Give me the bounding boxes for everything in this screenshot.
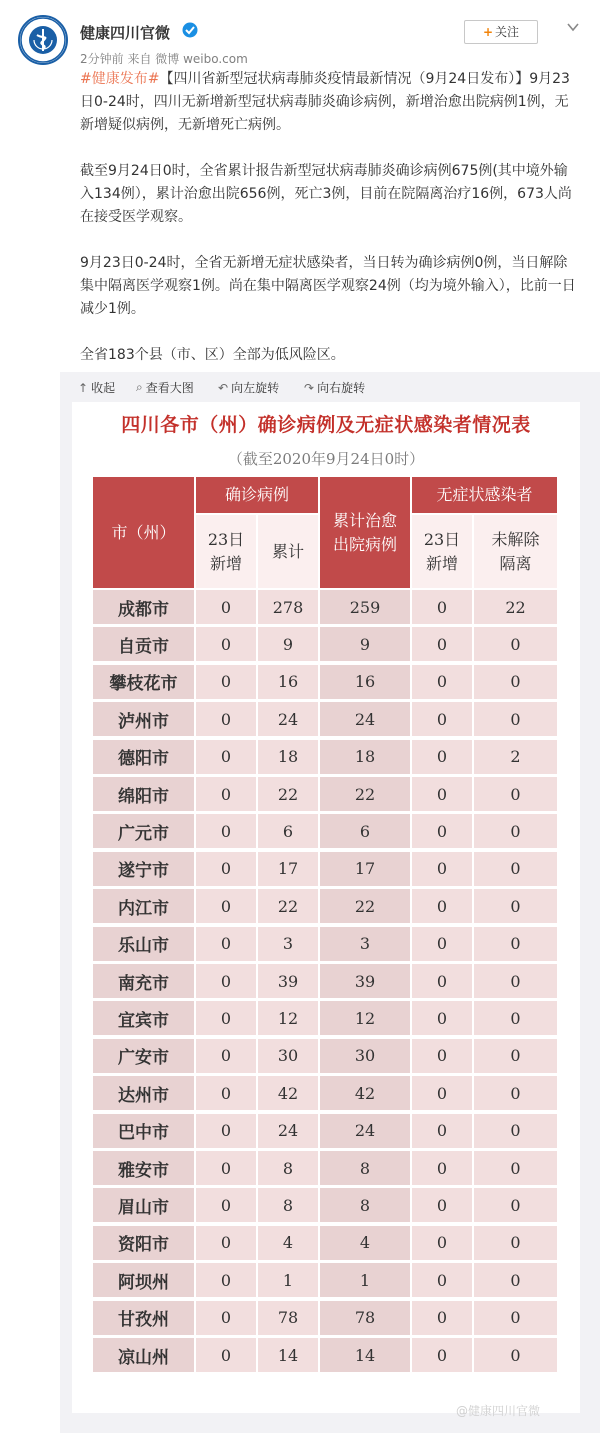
header-cured: 累计治愈出院病例 <box>320 477 410 588</box>
cell-isolated: 2 <box>474 740 557 774</box>
table-row <box>93 590 557 627</box>
cell-new: 0 <box>196 740 256 774</box>
verified-icon <box>182 22 198 38</box>
cell-new: 0 <box>196 1188 256 1222</box>
cell-cured: 9 <box>320 627 410 661</box>
table-row <box>93 814 557 851</box>
cell-city: 凉山州 <box>93 1338 194 1372</box>
cell-isolated: 0 <box>474 702 557 736</box>
cell-city: 南充市 <box>93 964 194 998</box>
cell-total: 1 <box>258 1263 318 1297</box>
avatar[interactable] <box>18 15 68 65</box>
cell-total: 18 <box>258 740 318 774</box>
cell-asym-new: 0 <box>412 590 472 624</box>
cell-cured: 22 <box>320 777 410 811</box>
cell-new: 0 <box>196 590 256 624</box>
table-row <box>93 1263 557 1300</box>
table-row <box>93 1001 557 1038</box>
cell-new: 0 <box>196 927 256 961</box>
cell-city: 内江市 <box>93 889 194 923</box>
cell-cured: 259 <box>320 590 410 624</box>
cell-new: 0 <box>196 1114 256 1148</box>
case-table-image[interactable] <box>72 402 580 1413</box>
rotate-left-icon: ↶ <box>218 380 229 395</box>
view-large-label: 查看大图 <box>145 381 194 395</box>
cell-asym-new: 0 <box>412 665 472 699</box>
cell-cured: 8 <box>320 1188 410 1222</box>
cell-city: 成都市 <box>93 590 194 624</box>
cell-total: 22 <box>258 889 318 923</box>
table-row <box>93 665 557 702</box>
cell-total: 6 <box>258 814 318 848</box>
cell-city: 自贡市 <box>93 627 194 661</box>
cell-asym-new: 0 <box>412 740 472 774</box>
collapse-icon: ↑ <box>78 380 89 395</box>
post-paragraph-1 <box>80 68 580 137</box>
cell-total: 16 <box>258 665 318 699</box>
table-row <box>93 927 557 964</box>
cell-total: 8 <box>258 1188 318 1222</box>
cell-new: 0 <box>196 814 256 848</box>
rotate-right-button[interactable] <box>304 379 365 396</box>
cell-city: 乐山市 <box>93 927 194 961</box>
cell-city: 资阳市 <box>93 1226 194 1260</box>
cell-total: 17 <box>258 852 318 886</box>
account-name[interactable]: 健康四川官微 <box>80 24 171 42</box>
cell-asym-new: 0 <box>412 1001 472 1035</box>
table-row <box>93 1226 557 1263</box>
cell-total: 24 <box>258 1114 318 1148</box>
cell-isolated: 0 <box>474 777 557 811</box>
cell-new: 0 <box>196 1076 256 1110</box>
cell-asym-new: 0 <box>412 1226 472 1260</box>
cell-asym-new: 0 <box>412 814 472 848</box>
watermark: @健康四川官微 <box>456 1404 541 1418</box>
cell-asym-new: 0 <box>412 852 472 886</box>
table-row <box>93 1338 557 1375</box>
cell-total: 4 <box>258 1226 318 1260</box>
cell-asym-new: 0 <box>412 627 472 661</box>
cell-asym-new: 0 <box>412 1263 472 1297</box>
cell-city: 甘孜州 <box>93 1301 194 1335</box>
table-row <box>93 852 557 889</box>
cell-cured: 22 <box>320 889 410 923</box>
cell-new: 0 <box>196 627 256 661</box>
cell-city: 绵阳市 <box>93 777 194 811</box>
cell-isolated: 0 <box>474 1301 557 1335</box>
post-header <box>0 0 600 66</box>
cell-city: 广安市 <box>93 1039 194 1073</box>
cell-cured: 24 <box>320 1114 410 1148</box>
header-asym-new-23: 23日新增 <box>412 515 472 588</box>
table-row <box>93 740 557 777</box>
cell-isolated: 0 <box>474 1039 557 1073</box>
cell-cured: 6 <box>320 814 410 848</box>
post-paragraph-4: 全省183个县（市、区）全部为低风险区。 <box>80 347 345 363</box>
cell-isolated: 0 <box>474 1001 557 1035</box>
cell-new: 0 <box>196 777 256 811</box>
cell-isolated: 0 <box>474 1263 557 1297</box>
cell-total: 3 <box>258 927 318 961</box>
cell-total: 8 <box>258 1151 318 1185</box>
header-city: 市（州） <box>93 477 194 588</box>
cell-new: 0 <box>196 1151 256 1185</box>
post-paragraph-2: 截至9月24日0时，全省累计报告新型冠状病毒肺炎确诊病例675例(其中境外输入134例），累计治愈出院656例，死亡3例，目前在院隔离治疗16例，673人尚在接受医学观察。 <box>80 163 572 225</box>
cell-cured: 3 <box>320 927 410 961</box>
collapse-button[interactable] <box>78 379 115 396</box>
post-paragraph-1-text: 【四川省新型冠状病毒肺炎疫情最新情况（9月24日发布）】9月23日0-24时，四川无新增新型冠状病毒肺炎确诊病例，新增治愈出院病例1例，无新增疑似病例，无新增死亡病例。 <box>80 71 570 133</box>
cell-new: 0 <box>196 889 256 923</box>
zoom-icon: ⌕ <box>136 380 143 394</box>
cell-asym-new: 0 <box>412 702 472 736</box>
cell-cured: 12 <box>320 1001 410 1035</box>
cell-city: 宜宾市 <box>93 1001 194 1035</box>
rotate-right-icon: ↷ <box>304 380 315 395</box>
cell-asym-new: 0 <box>412 889 472 923</box>
cell-asym-new: 0 <box>412 927 472 961</box>
table-subtitle: （截至2020年9月24日0时） <box>227 450 425 468</box>
cell-city: 广元市 <box>93 814 194 848</box>
cell-cured: 30 <box>320 1039 410 1073</box>
cell-isolated: 0 <box>474 1188 557 1222</box>
cell-city: 泸州市 <box>93 702 194 736</box>
table-row <box>93 1039 557 1076</box>
cell-asym-new: 0 <box>412 964 472 998</box>
cell-total: 9 <box>258 627 318 661</box>
cell-isolated: 0 <box>474 814 557 848</box>
table-title: 四川各市（州）确诊病例及无症状感染者情况表 <box>121 414 531 436</box>
chevron-down-icon[interactable] <box>566 20 580 34</box>
cell-city: 遂宁市 <box>93 852 194 886</box>
plus-icon: + <box>482 25 494 39</box>
table-row <box>93 1076 557 1113</box>
post-meta: 2分钟前 来自 微博 weibo.com <box>80 52 248 66</box>
cell-cured: 39 <box>320 964 410 998</box>
table-row <box>93 702 557 739</box>
cell-cured: 24 <box>320 702 410 736</box>
cell-cured: 1 <box>320 1263 410 1297</box>
cell-asym-new: 0 <box>412 1301 472 1335</box>
post-text <box>80 68 580 367</box>
cell-new: 0 <box>196 1263 256 1297</box>
cell-new: 0 <box>196 665 256 699</box>
cell-isolated: 0 <box>474 964 557 998</box>
cell-cured: 8 <box>320 1151 410 1185</box>
table-row <box>93 889 557 926</box>
cell-city: 眉山市 <box>93 1188 194 1222</box>
follow-button[interactable] <box>464 20 538 44</box>
cell-new: 0 <box>196 964 256 998</box>
rotate-right-label: 向右旋转 <box>317 381 366 395</box>
cell-asym-new: 0 <box>412 1188 472 1222</box>
cell-isolated: 22 <box>474 590 557 624</box>
cell-isolated: 0 <box>474 1114 557 1148</box>
cell-total: 22 <box>258 777 318 811</box>
rotate-left-button[interactable] <box>218 379 279 396</box>
cell-new: 0 <box>196 1001 256 1035</box>
cell-total: 39 <box>258 964 318 998</box>
cell-new: 0 <box>196 702 256 736</box>
table-row <box>93 777 557 814</box>
cell-asym-new: 0 <box>412 1039 472 1073</box>
table-row <box>93 1301 557 1338</box>
cell-isolated: 0 <box>474 852 557 886</box>
cell-isolated: 0 <box>474 927 557 961</box>
header-cumulative: 累计 <box>258 515 318 588</box>
view-large-button[interactable] <box>136 379 194 396</box>
cell-city: 达州市 <box>93 1076 194 1110</box>
cell-new: 0 <box>196 1338 256 1372</box>
cell-isolated: 0 <box>474 1338 557 1372</box>
image-toolbar <box>60 376 600 400</box>
cell-cured: 16 <box>320 665 410 699</box>
hashtag-link[interactable]: #健康发布# <box>80 71 160 87</box>
cell-isolated: 0 <box>474 665 557 699</box>
table-row <box>93 627 557 664</box>
cell-total: 14 <box>258 1338 318 1372</box>
cell-new: 0 <box>196 1039 256 1073</box>
cell-city: 雅安市 <box>93 1151 194 1185</box>
cell-cured: 4 <box>320 1226 410 1260</box>
header-asym-group: 无症状感染者 <box>412 477 557 513</box>
cell-isolated: 0 <box>474 1226 557 1260</box>
cell-total: 78 <box>258 1301 318 1335</box>
header-unreleased: 未解除隔离 <box>474 515 557 588</box>
cell-isolated: 0 <box>474 627 557 661</box>
cell-cured: 14 <box>320 1338 410 1372</box>
cell-cured: 78 <box>320 1301 410 1335</box>
rotate-left-label: 向左旋转 <box>231 381 280 395</box>
collapse-label: 收起 <box>91 381 116 395</box>
cell-isolated: 0 <box>474 1151 557 1185</box>
header-confirmed-group: 确诊病例 <box>196 477 318 513</box>
table-row <box>93 1188 557 1225</box>
cell-cured: 42 <box>320 1076 410 1110</box>
table-row <box>93 1114 557 1151</box>
cell-cured: 17 <box>320 852 410 886</box>
cell-city: 阿坝州 <box>93 1263 194 1297</box>
cell-new: 0 <box>196 852 256 886</box>
cell-total: 12 <box>258 1001 318 1035</box>
cell-isolated: 0 <box>474 889 557 923</box>
header-new-23: 23日新增 <box>196 515 256 588</box>
table-row <box>93 1151 557 1188</box>
table-row <box>93 964 557 1001</box>
cell-asym-new: 0 <box>412 777 472 811</box>
cell-city: 攀枝花市 <box>93 665 194 699</box>
cell-asym-new: 0 <box>412 1151 472 1185</box>
avatar-logo <box>20 17 66 63</box>
cell-new: 0 <box>196 1226 256 1260</box>
cell-asym-new: 0 <box>412 1076 472 1110</box>
cell-total: 24 <box>258 702 318 736</box>
cell-total: 278 <box>258 590 318 624</box>
cell-cured: 18 <box>320 740 410 774</box>
cell-new: 0 <box>196 1301 256 1335</box>
cell-asym-new: 0 <box>412 1114 472 1148</box>
post-paragraph-3: 9月23日0-24时，全省无新增无症状感染者，当日转为确诊病例0例，当日解除集中隔离医学观察1例。尚在集中隔离医学观察24例（均为境外输入），比前一日减少1例。 <box>80 255 576 317</box>
cell-total: 42 <box>258 1076 318 1110</box>
follow-label: 关注 <box>495 25 520 39</box>
cell-asym-new: 0 <box>412 1338 472 1372</box>
cell-total: 30 <box>258 1039 318 1073</box>
cell-city: 巴中市 <box>93 1114 194 1148</box>
cell-isolated: 0 <box>474 1076 557 1110</box>
cell-city: 德阳市 <box>93 740 194 774</box>
